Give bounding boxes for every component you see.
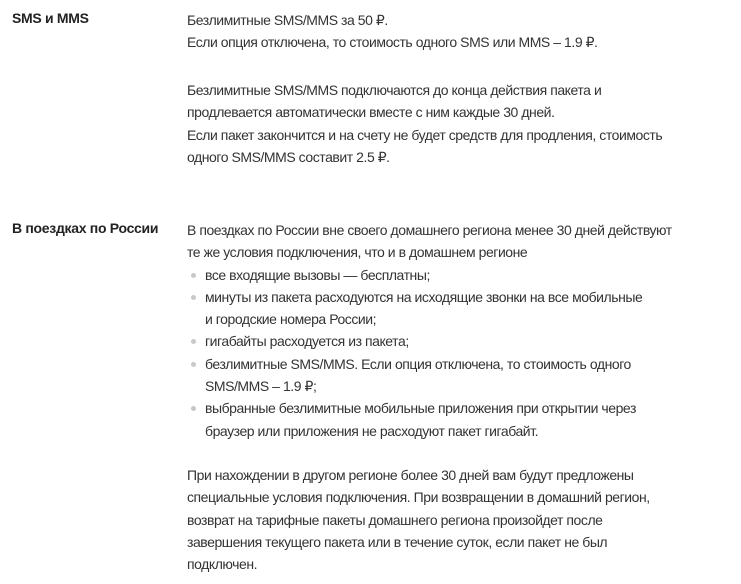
text-line: гигабайты расходуется из пакета; <box>205 333 409 350</box>
section-label-travel: В поездках по России <box>12 220 159 236</box>
text-line: SMS/MMS – 1.9 ₽; <box>205 378 317 395</box>
text-line: Если пакет закончится и на счету не будет средств для продления, стоимость <box>187 126 663 143</box>
bullet-icon <box>191 339 196 344</box>
list-item <box>187 330 737 352</box>
text-line: и городские номера России; <box>205 311 377 328</box>
travel-long-stay-paragraph <box>187 464 737 575</box>
text-line: все входящие вызовы — бесплатны; <box>205 266 430 283</box>
travel-conditions <box>187 219 737 442</box>
text-line: Безлимитные SMS/MMS подключаются до конца действия пакета и <box>187 82 602 98</box>
sms-price-paragraph <box>187 9 737 54</box>
text-line: браузер или приложения не расходуют пакет гигабайт. <box>205 422 539 439</box>
text-line: При нахождении в другом регионе более 30 дней вам будут предложены <box>187 467 634 483</box>
list-item <box>187 397 737 442</box>
bullet-icon <box>191 362 196 367</box>
text-line: безлимитные SMS/MMS. Если опция отключена, то стоимость одного <box>205 355 631 372</box>
list-item <box>187 353 737 398</box>
text-line: продлевается автоматически вместе с ним каждые 30 дней. <box>187 104 555 121</box>
text-line: специальные условия подключения. При возвращении в домашний регион, <box>187 489 650 506</box>
list-item <box>187 264 737 286</box>
text-line: одного SMS/MMS составит 2.5 ₽. <box>187 148 390 165</box>
sms-renewal-paragraph <box>187 79 737 168</box>
text-line: В поездках по России вне своего домашнего региона менее 30 дней действуют <box>187 222 672 238</box>
text-line: те же условия подключения, что и в домашнем регионе <box>187 244 528 261</box>
bullet-icon <box>191 273 196 278</box>
text-line: завершения текущего пакета или в течение суток, если пакет не был <box>187 533 608 550</box>
text-line: Если опция отключена, то стоимость одного SMS или MMS – 1.9 ₽. <box>187 34 598 51</box>
section-label-sms: SMS и MMS <box>12 10 89 26</box>
text-line: Безлимитные SMS/MMS за 50 ₽. <box>187 12 388 28</box>
bullet-icon <box>191 295 196 300</box>
text-line: минуты из пакета расходуются на исходящие звонки на все мобильные <box>205 288 643 305</box>
list-item <box>187 286 737 331</box>
text-line: выбранные безлимитные мобильные приложения при открытии через <box>205 400 636 417</box>
text-line: возврат на тарифные пакеты домашнего региона произойдет после <box>187 511 603 528</box>
bullet-icon <box>191 406 196 411</box>
text-line: подключен. <box>187 556 258 573</box>
